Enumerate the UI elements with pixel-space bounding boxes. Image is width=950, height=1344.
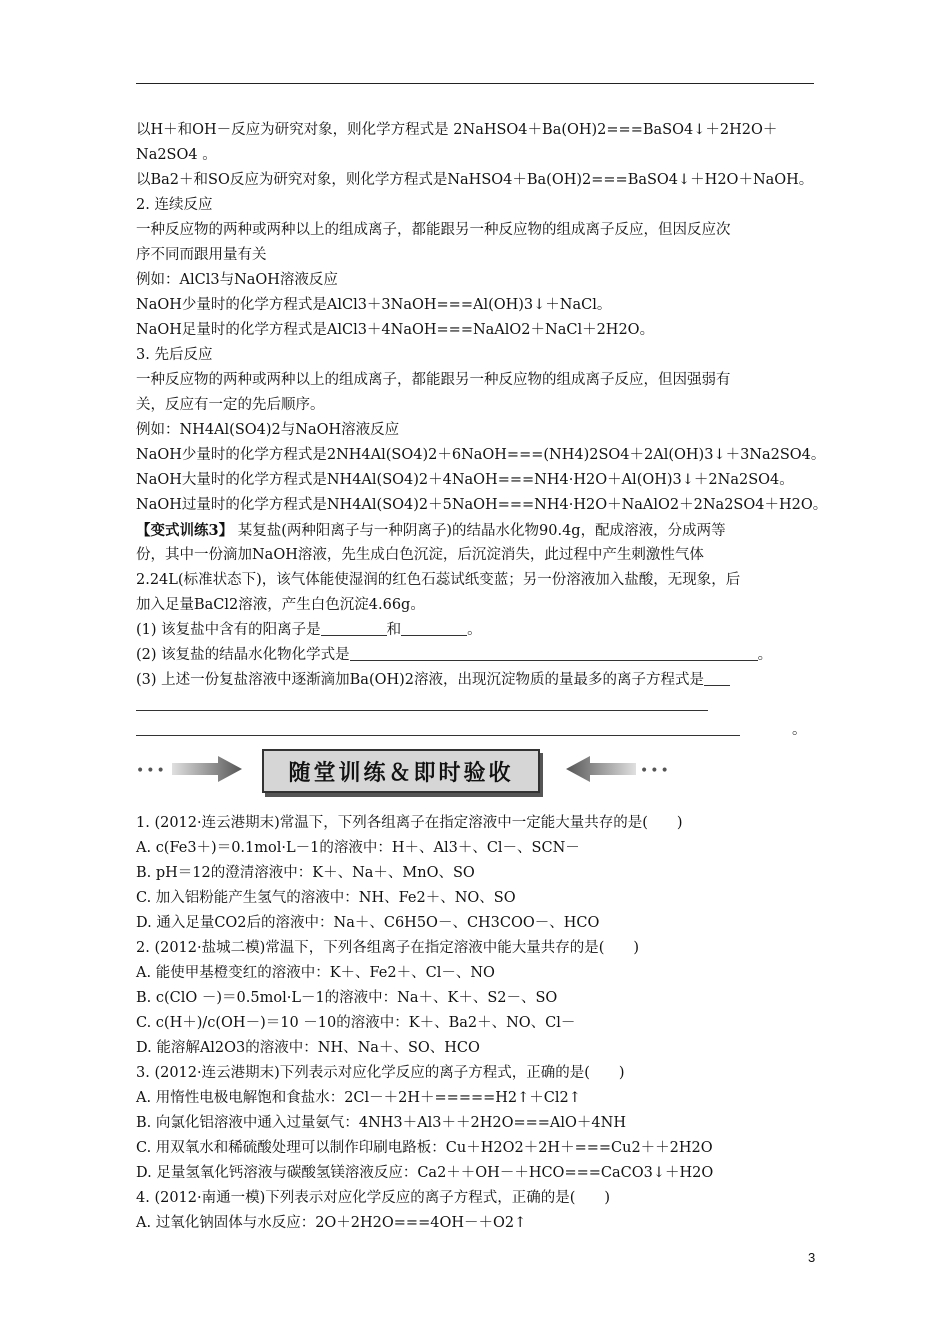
variant-tag: 【变式训练3】 <box>136 522 234 539</box>
option-line: C. c(H＋)/c(OH－)＝10 －10的溶液中：K＋、Ba2＋、NO、Cl－ <box>136 1015 576 1031</box>
answer-blank[interactable] <box>704 670 730 686</box>
option-line: B. 向氯化铝溶液中通入过量氨气：4NH3＋Al3＋＋2H2O===AlO＋4NH <box>136 1115 626 1131</box>
text-line: NaOH足量时的化学方程式是AlCl3＋4NaOH===NaAlO2＋NaCl＋2H2O。 <box>136 322 655 338</box>
page-number: 3 <box>808 1250 816 1265</box>
option-line: B. pH＝12的澄清溶液中：K＋、Na＋、MnO、SO <box>136 865 475 881</box>
text-line: 序不同而跟用量有关 <box>136 247 267 263</box>
option-line: A. 能使甲基橙变红的溶液中：K＋、Fe2＋、Cl－、NO <box>136 965 495 981</box>
banner-title: 随堂训练＆即时验收 <box>262 749 540 793</box>
text-line: 关，反应有一定的先后顺序。 <box>136 397 325 413</box>
question-stem: 1. (2012·连云港期末)常温下，下列各组离子在指定溶液中一定能大量共存的是( ) <box>136 815 683 831</box>
variant-question-3 <box>136 668 816 693</box>
text-line: NaOH过量时的化学方程式是NH4Al(SO4)2＋5NaOH===NH4·H2O＋NaAlO2＋2Na2SO4＋H2O。 <box>136 497 828 513</box>
text-line: NaOH少量时的化学方程式是AlCl3＋3NaOH===Al(OH)3↓＋NaCl。 <box>136 297 612 313</box>
question-text: 。 <box>467 622 482 638</box>
text-line: 以Ba2＋和SO反应为研究对象，则化学方程式是NaHSO4＋Ba(OH)2===BaSO4↓＋H2O＋NaOH。 <box>136 172 814 188</box>
question-text: 。 <box>757 647 773 663</box>
text-line: Na2SO4 。 <box>136 147 217 163</box>
arrow-left-icon <box>564 755 636 783</box>
text-line: 2.24L(标准状态下)，该气体能使湿润的红色石蕊试纸变蓝；另一份溶液加入盐酸，无现象，后 <box>136 572 741 588</box>
header-rule <box>136 83 814 84</box>
answer-blank[interactable] <box>136 695 708 711</box>
text-line: 一种反应物的两种或两种以上的组成离子，都能跟另一种反应物的组成离子反应，但因强弱有 <box>136 372 731 388</box>
section-heading: 2. 连续反应 <box>136 197 213 213</box>
question-text: 。 <box>792 722 807 738</box>
answer-line <box>136 718 816 743</box>
text-line: 以H＋和OH－反应为研究对象，则化学方程式是 2NaHSO4＋Ba(OH)2===BaSO4↓＋2H2O＋ <box>136 122 778 138</box>
text-line: NaOH大量时的化学方程式是NH4Al(SO4)2＋4NaOH===NH4·H2O＋Al(OH)3↓＋2Na2SO4。 <box>136 472 794 488</box>
question-text: (3) 上述一份复盐溶液中逐渐滴加Ba(OH)2溶液，出现沉淀物质的量最多的离子方程式是 <box>136 672 705 688</box>
option-line: C. 加入铝粉能产生氢气的溶液中：NH、Fe2＋、NO、SO <box>136 890 516 906</box>
banner-dots-left: ••• <box>136 763 167 779</box>
question-stem: 4. (2012·南通一模)下列表示对应化学反应的离子方程式，正确的是( ) <box>136 1190 611 1206</box>
question-stem: 3. (2012·连云港期末)下列表示对应化学反应的离子方程式，正确的是( ) <box>136 1065 625 1081</box>
text-line: NaOH少量时的化学方程式是2NH4Al(SO4)2＋6NaOH===(NH4)2SO4＋2Al(OH)3↓＋3Na2SO4。 <box>136 447 826 463</box>
option-line: D. 通入足量CO2后的溶液中：Na＋、C6H5O－、CH3COO－、HCO <box>136 915 600 931</box>
option-line: A. 用惰性电极电解饱和食盐水：2Cl－＋2H＋=====H2↑＋Cl2↑ <box>136 1090 581 1106</box>
text-line: 例如：NH4Al(SO4)2与NaOH溶液反应 <box>136 422 400 438</box>
question-text: (1) 该复盐中含有的阳离子是 <box>136 622 321 638</box>
option-line: D. 能溶解Al2O3的溶液中：NH、Na＋、SO、HCO <box>136 1040 480 1056</box>
answer-blank[interactable] <box>350 645 758 661</box>
option-line: B. c(ClO －)＝0.5mol·L－1的溶液中：Na＋、K＋、S2－、SO <box>136 990 558 1006</box>
banner-dots-right: ••• <box>640 763 671 779</box>
variant-text: 某复盐(两种阳离子与一种阴离子)的结晶水化物90.4g，配成溶液，分成两等 <box>237 523 726 539</box>
question-text: 和 <box>386 622 402 638</box>
variant-question-2 <box>136 643 816 668</box>
section-banner <box>136 747 816 803</box>
answer-blank[interactable] <box>136 720 740 736</box>
section-heading: 3. 先后反应 <box>136 347 213 363</box>
variant-question-1 <box>136 618 816 643</box>
text-line: 一种反应物的两种或两种以上的组成离子，都能跟另一种反应物的组成离子反应，但因反应次 <box>136 222 731 238</box>
arrow-right-icon <box>172 755 244 783</box>
answer-blank[interactable] <box>321 620 387 636</box>
answer-blank[interactable] <box>401 620 467 636</box>
option-line: A. c(Fe3＋)＝0.1mol·L－1的溶液中：H＋、Al3＋、Cl－、SCN－ <box>136 840 580 856</box>
question-stem: 2. (2012·盐城二模)常温下，下列各组离子在指定溶液中能大量共存的是( ) <box>136 940 640 956</box>
question-text: (2) 该复盐的结晶水化物化学式是 <box>136 647 350 663</box>
text-line: 份，其中一份滴加NaOH溶液，先生成白色沉淀，后沉淀消失，此过程中产生刺激性气体 <box>136 547 704 563</box>
option-line: D. 足量氢氧化钙溶液与碳酸氢镁溶液反应：Ca2＋＋OH－＋HCO===CaCO3↓＋H2O <box>136 1165 714 1181</box>
option-line: A. 过氧化钠固体与水反应：2O＋2H2O===4OH－＋O2↑ <box>136 1215 527 1231</box>
page-content <box>136 118 828 1236</box>
variant-intro-line <box>136 518 816 543</box>
answer-line <box>136 693 816 718</box>
option-line: C. 用双氧水和稀硫酸处理可以制作印刷电路板：Cu＋H2O2＋2H＋===Cu2＋＋2H2O <box>136 1140 713 1156</box>
text-line: 例如：AlCl3与NaOH溶液反应 <box>136 272 338 288</box>
text-line: 加入足量BaCl2溶液，产生白色沉淀4.66g。 <box>136 597 425 613</box>
